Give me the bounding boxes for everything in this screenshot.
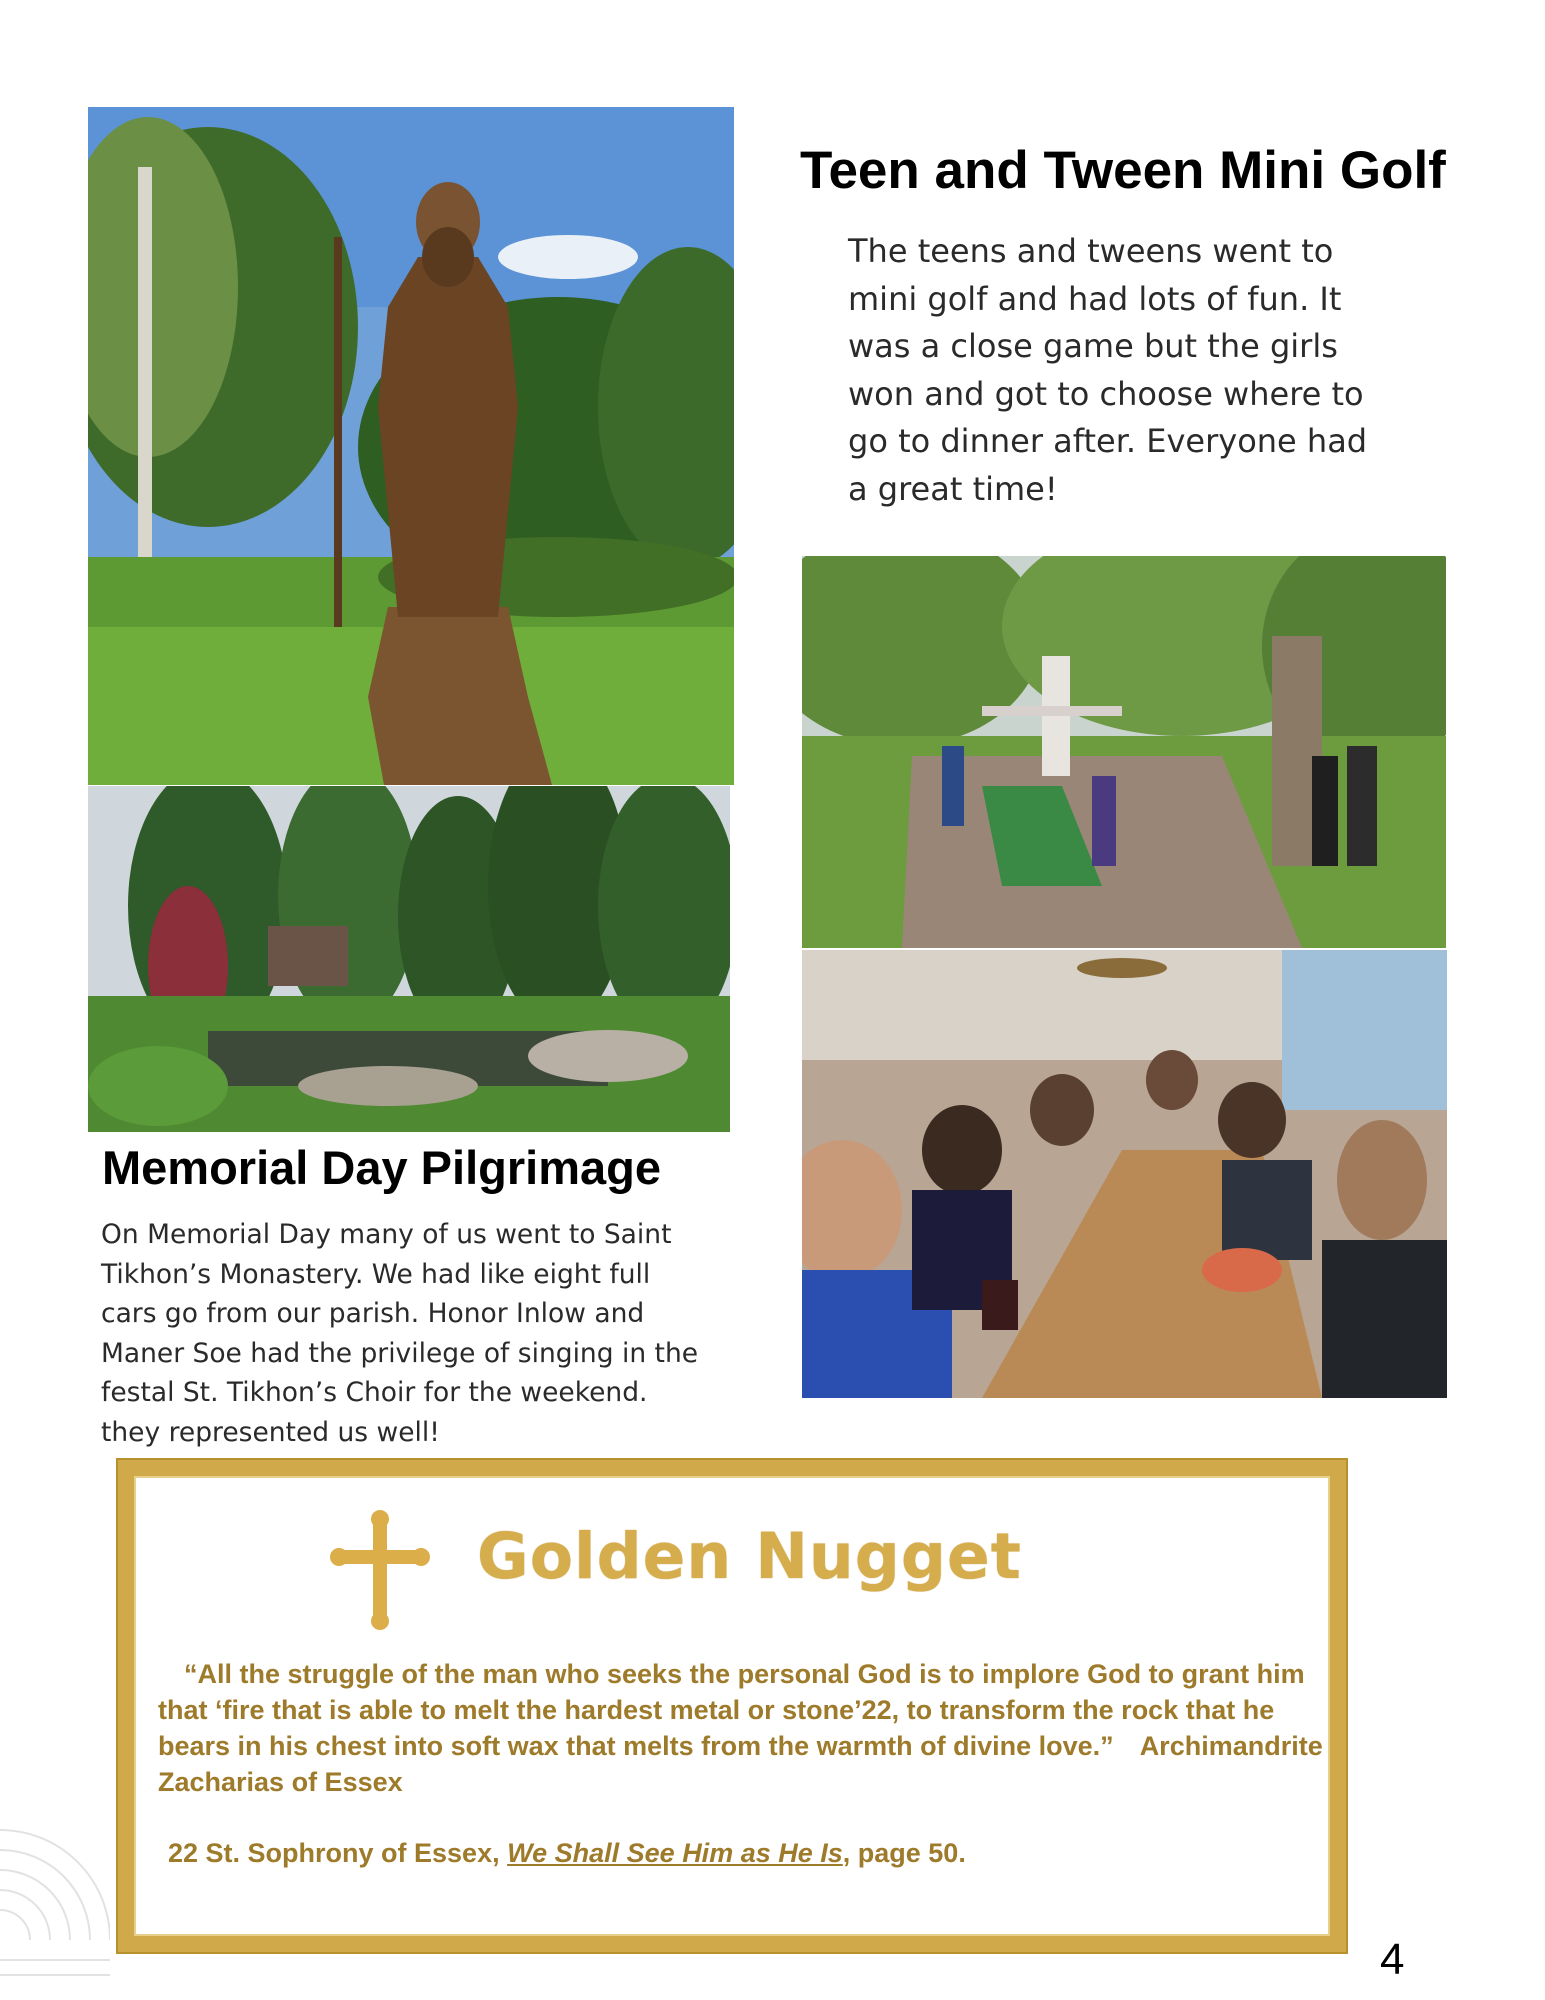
nugget-quote (158, 1656, 1328, 1800)
golf-paragraph: The teens and tweens went to mini golf and had lots of fun. It was a close game but the girls won and got to choose where to go to dinner after. Everyone had a great time! (848, 232, 1368, 508)
page-number: 4 (1380, 1935, 1405, 1984)
quote-text: “All the struggle of the man who seeks the personal God is to implore God to grant him that ‘fire that is able to melt the hardest metal or stone’22, to transform the rock that he bears in his chest into soft wax that melts from the warmth of divine love.” (158, 1659, 1305, 1761)
nugget-footnote (168, 1838, 966, 1869)
mini-golf-photo (802, 556, 1446, 948)
orthodox-cross-icon (330, 1510, 430, 1630)
monastery-garden-photo (88, 786, 730, 1132)
memorial-paragraph: On Memorial Day many of us went to Saint Tikhon’s Monastery. We had like eight full cars go from our parish. Honor Inlow and Maner Soe had the privilege of singing in the festal St. Tikhon’s Choir for the weekend. they represented us well! (101, 1219, 699, 1448)
dinner-group-photo (802, 950, 1447, 1398)
footnote-suffix: , page 50. (842, 1838, 966, 1868)
decorative-arcs (0, 1770, 110, 2000)
memorial-heading: Memorial Day Pilgrimage (102, 1141, 661, 1194)
footnote-prefix: 22 St. Sophrony of Essex, (168, 1838, 508, 1868)
golden-nugget-heading: Golden Nugget (477, 1520, 1022, 1593)
statue-photo (88, 107, 734, 785)
golf-heading: Teen and Tween Mini Golf (800, 141, 1446, 200)
quote-attribution: Archimandrite Zacharias of Essex (158, 1731, 1323, 1797)
footnote-book-title: We Shall See Him as He Is (507, 1838, 843, 1868)
